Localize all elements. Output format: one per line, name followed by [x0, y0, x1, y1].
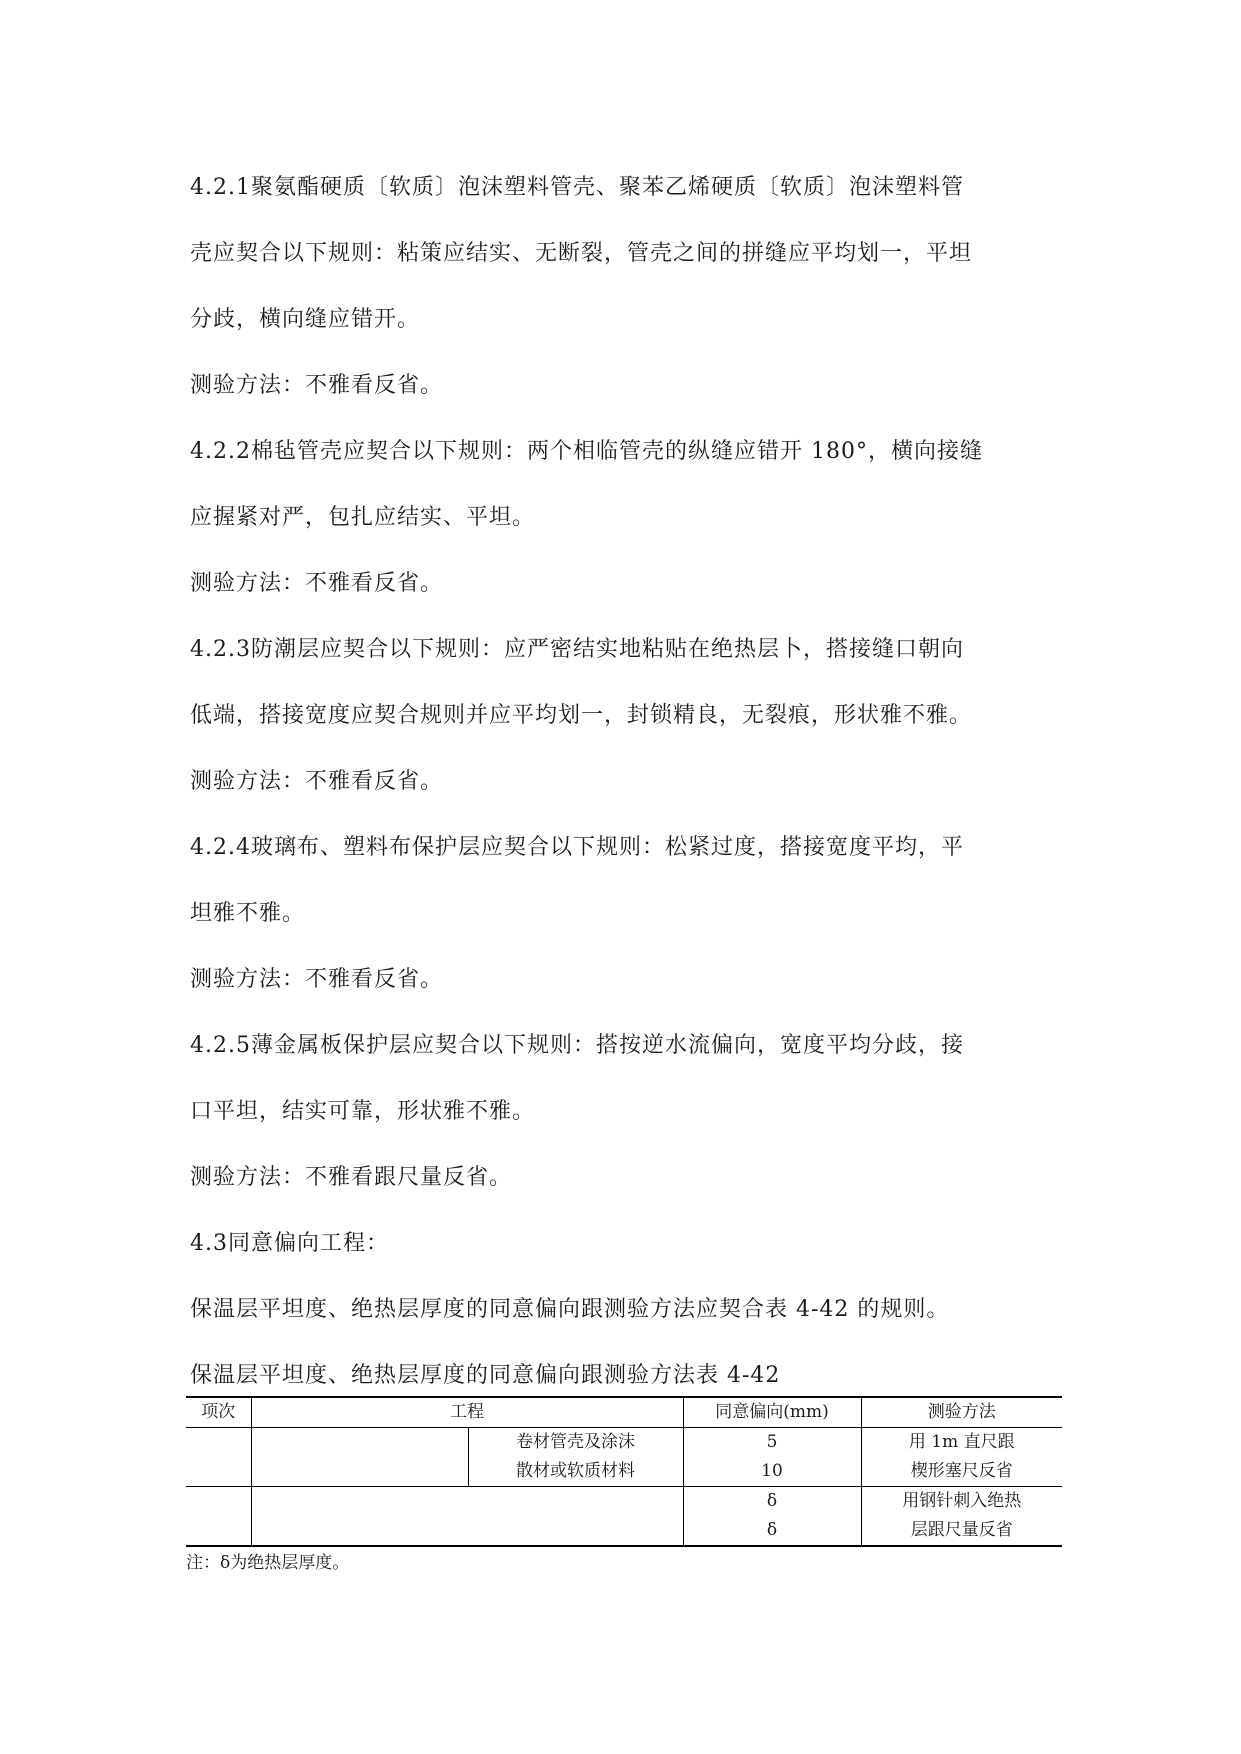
cell-method [861, 1487, 1062, 1547]
cell-project-group [251, 1428, 468, 1487]
cell-text: 楔形塞尺反省 [910, 1461, 1013, 1481]
table-caption: 保温层平坦度、绝热层厚度的同意偏向跟测验方法表 4-42 [190, 1363, 781, 1388]
cell-text: 散材或软质材料 [516, 1461, 635, 1481]
header-item-no: 项次 [186, 1397, 251, 1428]
cell-item-no [186, 1428, 251, 1487]
deviation-table-wrapper [186, 1396, 1062, 1577]
table-note: 注：δ为绝热层厚度。 [186, 1553, 350, 1573]
paragraph-line: 测验方法：不雅看反省。 [190, 769, 444, 794]
cell-item-no [186, 1487, 251, 1547]
paragraph-line: 保温层平坦度、绝热层厚度的同意偏向跟测验方法应契合表 4-42 的规则。 [190, 1297, 950, 1322]
paragraph-line: 4.2.1聚氨酯硬质〔软质〕泡沫塑料管壳、聚苯乙烯硬质〔软质〕泡沫塑料管 [190, 175, 964, 200]
cell-method [861, 1428, 1062, 1487]
cell-deviation [683, 1428, 861, 1487]
paragraph-line: 4.2.3防潮层应契合以下规则：应严密结实地粘贴在绝热层卜，搭接缝口朝向 [190, 637, 964, 662]
paragraph-line: 测验方法：不雅看跟尺量反省。 [190, 1165, 513, 1190]
cell-text: 5 [766, 1432, 778, 1452]
table-header-row [186, 1397, 1062, 1428]
cell-project-sub [468, 1428, 683, 1487]
paragraph-line: 4.2.2棉毡管壳应契合以下规则：两个相临管壳的纵缝应错开 180°，横向接缝 [190, 439, 983, 464]
header-deviation: 同意偏向(mm) [683, 1397, 861, 1428]
paragraph-line: 4.2.5薄金属板保护层应契合以下规则：搭按逆水流偏向，宽度平均分歧，接 [190, 1033, 964, 1058]
cell-text: 用钢针刺入绝热 [902, 1491, 1022, 1511]
paragraph-line: 低端，搭接宽度应契合规则并应平均划一，封锁精良，无裂痕，形状雅不雅。 [190, 703, 973, 728]
cell-text: 层跟尺量反省 [910, 1520, 1013, 1540]
paragraph-line: 测验方法：不雅看反省。 [190, 571, 444, 596]
paragraph-line: 口平坦，结实可靠，形状雅不雅。 [190, 1099, 536, 1124]
header-project: 工程 [251, 1397, 683, 1428]
paragraph-line: 分歧，横向缝应错开。 [190, 307, 421, 332]
paragraph-line: 坦雅不雅。 [190, 901, 306, 926]
cell-text: 用 1m 直尺跟 [908, 1432, 1015, 1452]
cell-text: 10 [761, 1461, 783, 1481]
paragraph-line: 4.2.4玻璃布、塑料布保护层应契合以下规则：松紧过度，搭接宽度平均，平 [190, 835, 964, 860]
section-heading: 4.3同意偏向工程： [190, 1231, 389, 1256]
document-body [190, 155, 1070, 1409]
table-row [186, 1487, 1062, 1547]
cell-text: 卷材管壳及涂沫 [516, 1432, 635, 1452]
paragraph-line: 应握紧对严，包扎应结实、平坦。 [190, 505, 536, 530]
deviation-table [186, 1396, 1062, 1547]
table-row [186, 1428, 1062, 1487]
paragraph-line: 测验方法：不雅看反省。 [190, 373, 444, 398]
cell-text: δ [766, 1520, 778, 1540]
cell-deviation [683, 1487, 861, 1547]
cell-project [251, 1487, 683, 1547]
cell-text: δ [766, 1491, 778, 1511]
paragraph-line: 测验方法：不雅看反省。 [190, 967, 444, 992]
paragraph-line: 壳应契合以下规则：粘策应结实、无断裂，管壳之间的拼缝应平均划一，平坦 [190, 241, 973, 266]
header-method: 测验方法 [861, 1397, 1062, 1428]
